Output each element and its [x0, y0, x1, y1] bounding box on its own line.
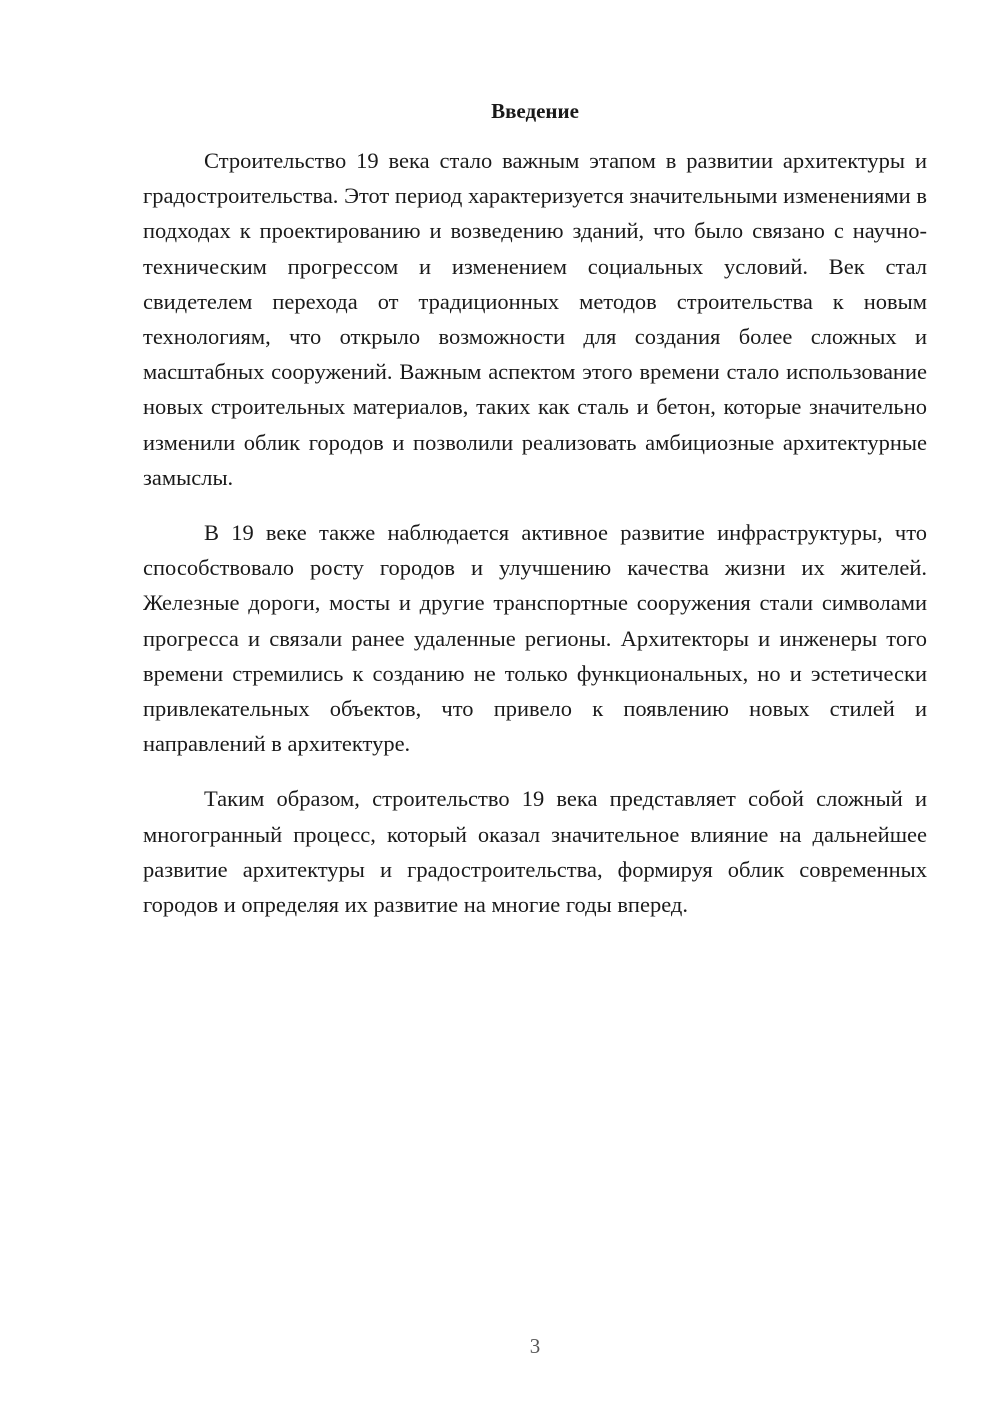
page-number: 3 — [529, 1334, 541, 1358]
paragraph-2: В 19 веке также наблюдается активное развитие инфраструктуры, что способствовало росту городов и улучшению качества жизни их жителей. Железные дороги, мосты и другие транспортные сооружения стали символами прогресса и связали ранее удаленные регионы. Архитекторы и инженеры того времени стремились к созданию не только функциональных, но и эстетически привлекательных объектов, что привело к появлению новых стилей и направлений в архитектуре. — [143, 520, 927, 757]
paragraph-3: Таким образом, строительство 19 века представляет собой сложный и многогранный процесс, который оказал значительное влияние на дальнейшее развитие архитектуры и градостроительства, формируя облик современных городов и определяя их развитие на многие годы вперед. — [143, 786, 927, 918]
body-text — [143, 143, 927, 922]
section-heading: Введение — [491, 99, 579, 123]
paragraph-1: Строительство 19 века стало важным этапом в развитии архитектуры и градостроительства. Этот период характеризуется значительными изменениями в подходах к проектированию и возведению зданий, что было связано с научно-техническим прогрессом и изменением социальных условий. Век стал свидетелем перехода от традиционных методов строительства к новым технологиям, что открыло возможности для создания более сложных и масштабных сооружений. Важным аспектом этого времени стало использование новых строительных материалов, таких как сталь и бетон, которые значительно изменили облик городов и позволили реализовать амбициозные архитектурные замыслы. — [143, 148, 927, 490]
